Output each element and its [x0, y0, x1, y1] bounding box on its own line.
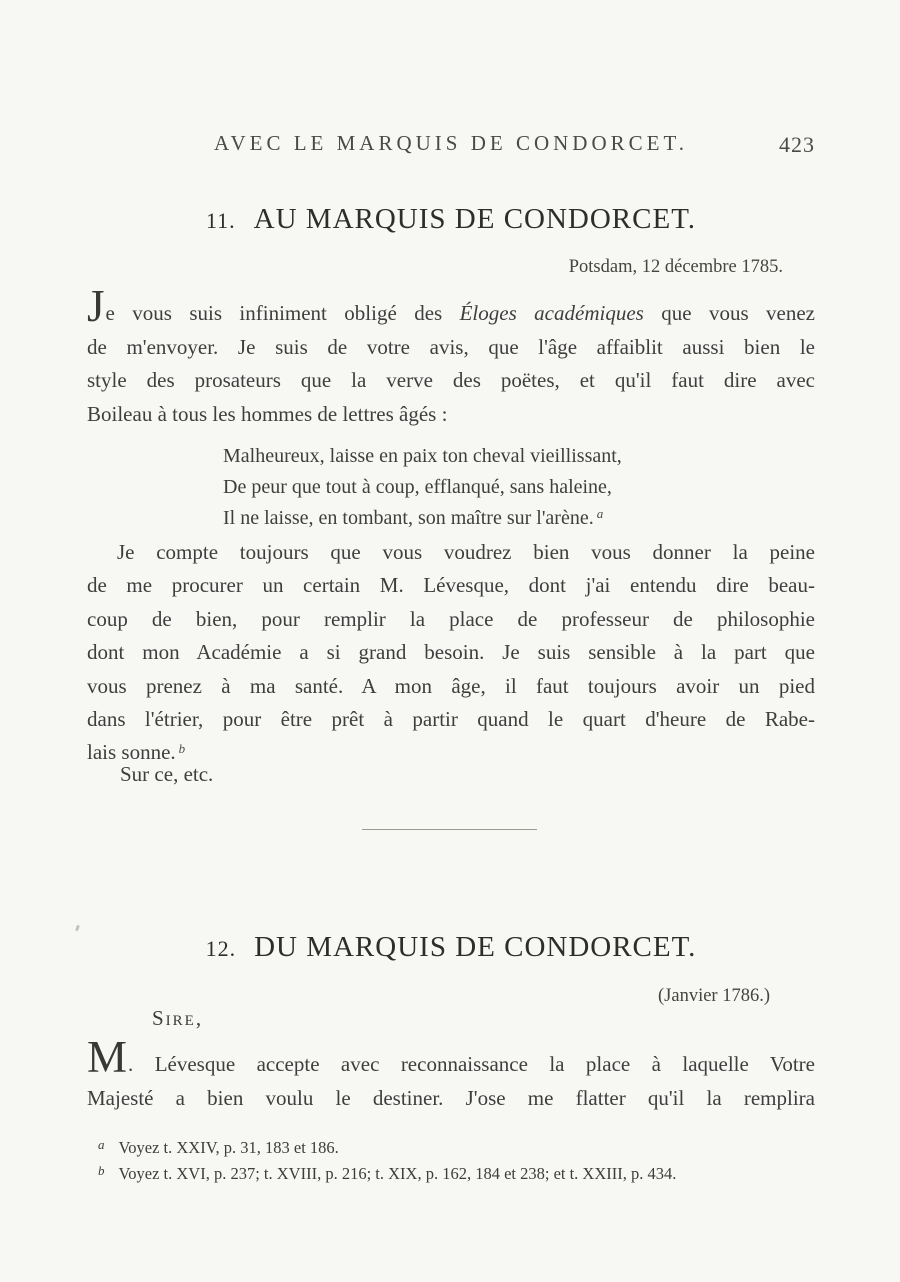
- drop-initial: J: [87, 281, 106, 331]
- verse-line: Il ne laisse, en tombant, son maître sur l'arène. $^a$: [223, 506, 604, 529]
- paragraph-line: coup de bien, pour remplir la place de professeur de philosophie: [87, 606, 815, 631]
- letter-11-paragraph-2: [87, 536, 815, 770]
- verse-line: De peur que tout à coup, efflanqué, sans haleine,: [223, 476, 612, 498]
- paragraph-text: . Lévesque accepte avec reconnaissance la place à laquelle Votre: [128, 1052, 815, 1076]
- letter-12-number: 12.: [205, 936, 237, 961]
- letter-11-heading: [87, 203, 815, 236]
- paragraph-line: de m'envoyer. Je suis de votre avis, que l'âge affaiblit aussi bien le: [87, 334, 815, 359]
- letter-12-paragraph-1: [87, 1032, 815, 1115]
- paragraph-line: Majesté a bien voulu le destiner. J'ose me flatter qu'il la remplira: [87, 1086, 815, 1110]
- paragraph-line: [87, 1032, 815, 1082]
- drop-initial: M: [87, 1032, 129, 1082]
- paragraph-line: dont mon Académie a si grand besoin. Je suis sensible à la part que: [87, 640, 815, 665]
- section-divider-rule: [362, 829, 537, 830]
- letter-11-dateline: Potsdam, 12 décembre 1785.: [568, 257, 783, 277]
- footnote-b-text: Voyez t. XVI, p. 237; t. XVIII, p. 216; t. XIX, p. 162, 184 et 238; et t. XXIII, p. 434.: [118, 1164, 677, 1183]
- footnote-a-marker: a: [98, 1137, 105, 1152]
- paragraph-text: que vous venez: [661, 301, 815, 325]
- paragraph-line: [87, 281, 815, 331]
- footnote-b-marker: b: [98, 1163, 105, 1178]
- footnote-a: [98, 1135, 818, 1161]
- paragraph-line: de me procurer un certain M. Lévesque, dont j'ai entendu dire beau-: [87, 573, 815, 598]
- paragraph-line: vous prenez à ma santé. A mon âge, il faut toujours avoir un pied: [87, 673, 815, 698]
- verse-line: Malheureux, laisse en paix ton cheval vieillissant,: [223, 445, 622, 467]
- letter-12-dateline: (Janvier 1786.): [658, 986, 770, 1006]
- scan-artifact: [75, 925, 80, 932]
- page-number: 423: [779, 132, 815, 157]
- letter-12-title: DU MARQUIS DE CONDORCET.: [254, 931, 697, 963]
- footnotes: [98, 1135, 818, 1187]
- running-header: [87, 131, 815, 161]
- footnote-b: [98, 1161, 818, 1187]
- running-header-title: AVEC LE MARQUIS DE CONDORCET.: [214, 131, 688, 155]
- letter-11-paragraph-1: [87, 281, 815, 431]
- letter-11-number: 11.: [205, 208, 236, 233]
- letter-11-closing: Sur ce, etc.: [120, 762, 214, 786]
- letter-12-salutation: Sire,: [152, 1006, 204, 1030]
- paragraph-line: Boileau à tous les hommes de lettres âgés :: [87, 401, 448, 426]
- paragraph-line: style des prosateurs que la verve des poëtes, et qu'il faut dire avec: [87, 368, 815, 392]
- paragraph-text: e vous suis infiniment obligé des: [105, 301, 443, 325]
- paragraph-line: Je compte toujours que vous voudrez bien vous donner la peine: [117, 540, 815, 564]
- italic-work-title: Éloges académiques: [459, 301, 644, 325]
- letter-12-heading: [87, 931, 815, 964]
- footnote-ref-b: b: [178, 741, 186, 757]
- letter-11-title: AU MARQUIS DE CONDORCET.: [253, 203, 697, 235]
- footnote-a-text: Voyez t. XXIV, p. 31, 183 et 186.: [118, 1138, 339, 1157]
- paragraph-line: lais sonne. $^b$: [87, 740, 186, 765]
- verse-quotation: [223, 441, 622, 534]
- footnote-ref-a: a: [596, 506, 604, 521]
- paragraph-line: dans l'étrier, pour être prêt à partir quand le quart d'heure de Rabe-: [87, 707, 815, 732]
